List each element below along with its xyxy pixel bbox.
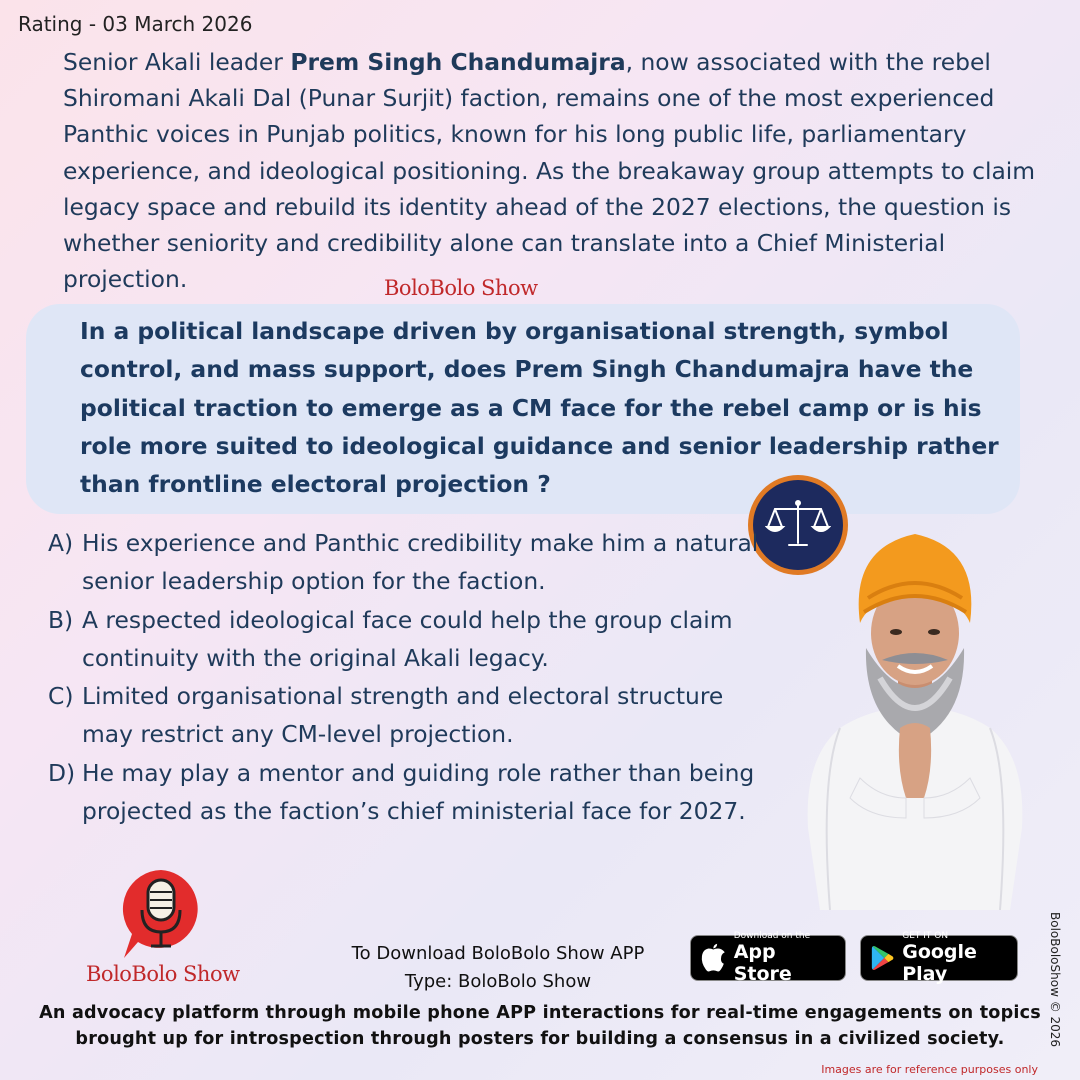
- option-d[interactable]: [48, 754, 768, 831]
- option-key: A): [48, 529, 74, 557]
- leader-photo: [800, 528, 1030, 910]
- intro-body: , now associated with the rebel Shiromani Akali Dal (Punar Surjit) faction, remains one of the most experienced Panthic voices in Punjab politics, known for his long public life, parliamentary experience, and ideological positioning. As the breakaway group attempts to claim legacy space and rebuild its identity ahead of the 2027 elections, the question is whether seniority and credibility alone can translate into a Chief Ministerial projection.: [63, 48, 1036, 294]
- google-play-small: GET IT ON: [902, 931, 949, 941]
- download-line-2: Type: BoloBolo Show: [404, 971, 592, 992]
- option-text: Limited organisational strength and electoral structure may restrict any CM-level projection.: [82, 682, 724, 749]
- brand-logo-text: BoloBolo Show: [86, 962, 240, 986]
- app-store-button[interactable]: [690, 931, 846, 985]
- google-play-icon: [871, 943, 894, 973]
- option-c[interactable]: [48, 677, 768, 754]
- microphone-icon: [118, 866, 204, 964]
- google-play-big: Google Play: [902, 941, 977, 985]
- option-text: His experience and Panthic credibility make him a natural senior leadership option for the faction.: [82, 529, 759, 596]
- poll-question: In a political landscape driven by organisational strength, symbol control, and mass support, does Prem Singh Chandumajra have the political traction to emerge as a CM face for the rebel camp or is his role more suited to ideological guidance and senior leadership rather than frontline electoral projection ?: [80, 317, 999, 499]
- disclaimer-text: Images are for reference purposes only: [821, 1063, 1038, 1076]
- apple-icon: [701, 943, 726, 973]
- rating-date: Rating - 03 March 2026: [18, 12, 253, 36]
- download-info: [330, 940, 666, 996]
- poll-options: [48, 524, 768, 830]
- download-line-1: To Download BoloBolo Show APP: [351, 943, 645, 964]
- option-a[interactable]: [48, 524, 768, 601]
- app-store-small: Download on the: [733, 931, 811, 941]
- option-key: D): [48, 758, 76, 787]
- tagline: An advocacy platform through mobile phone APP interactions for real-time engagements on topics brought up for introspection through posters for building a consensus in a civilized society.: [39, 1003, 1041, 1049]
- option-text: He may play a mentor and guiding role rather than being projected as the faction’s chief ministerial face for 2027.: [82, 758, 755, 826]
- brand-watermark: BoloBolo Show: [384, 276, 538, 300]
- option-key: B): [48, 605, 74, 634]
- option-text: A respected ideological face could help the group claim continuity with the original Akali legacy.: [82, 605, 733, 672]
- intro-paragraph: [63, 44, 1063, 297]
- copyright-text: BoloBoloShow © 2026: [1048, 912, 1062, 1048]
- intro-name: Prem Singh Chandumajra: [290, 48, 626, 76]
- intro-lead: Senior Akali leader: [63, 48, 291, 76]
- option-key: C): [48, 682, 74, 711]
- google-play-button[interactable]: [860, 931, 1018, 985]
- option-b[interactable]: [48, 601, 768, 678]
- app-store-big: App Store: [733, 941, 792, 985]
